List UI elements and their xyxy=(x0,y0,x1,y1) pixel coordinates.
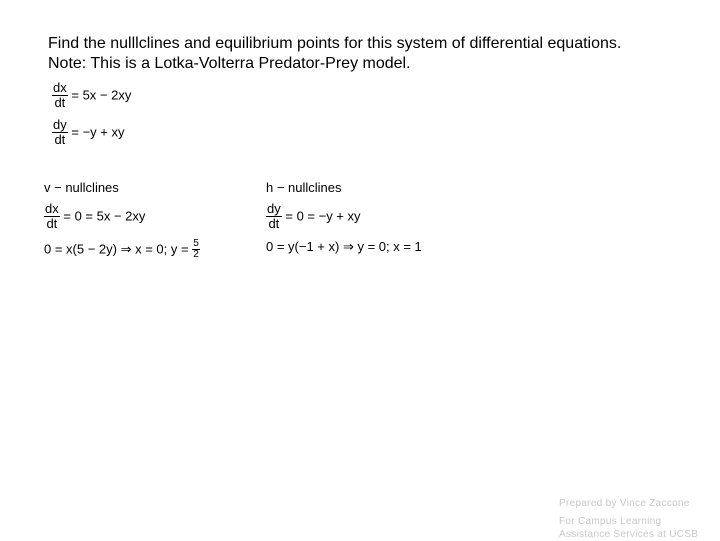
problem-statement xyxy=(48,34,621,74)
credit-line-3: Assistance Services at UCSB xyxy=(559,529,699,540)
fraction-denominator: dt xyxy=(54,132,66,147)
equation-rhs: = −y + xy xyxy=(71,124,125,140)
credit-prepared-by: Prepared by Vince Zaccone xyxy=(559,498,690,509)
heading-line-2: Note: This is a Lotka-Volterra Predator-Prey model. xyxy=(48,55,411,72)
fraction-dy-dt xyxy=(52,118,68,147)
fraction-dx-dt xyxy=(44,202,60,231)
fraction-numerator: dx xyxy=(53,80,67,95)
fraction-denominator: dt xyxy=(46,216,58,231)
fraction-dy-dt xyxy=(266,202,282,231)
fraction-dx-dt xyxy=(52,81,68,110)
h-nullcline-equation xyxy=(266,202,361,231)
fraction-denominator: 2 xyxy=(193,249,199,260)
solution-text: 0 = x(5 − 2y) ⇒ x = 0; y = xyxy=(44,241,193,257)
h-nullcline-solution xyxy=(266,240,422,254)
credit-line-2: For Campus Learning xyxy=(559,516,662,527)
fraction-five-halves xyxy=(192,239,200,260)
equation-rhs: = 0 = −y + xy xyxy=(285,208,361,224)
v-nullcline-solution xyxy=(44,239,200,260)
fraction-numerator: dy xyxy=(53,117,67,132)
equation-dy-dt xyxy=(52,118,124,147)
v-nullclines-title: v − nullclines xyxy=(44,180,119,195)
equation-dx-dt xyxy=(52,81,131,110)
heading-line-1: Find the nulllclines and equilibrium points for this system of differential equations. xyxy=(48,35,622,52)
solution-text: 0 = y(−1 + x) ⇒ y = 0; x = 1 xyxy=(266,239,422,254)
equation-rhs: = 5x − 2xy xyxy=(71,87,132,103)
fraction-numerator: 5 xyxy=(193,238,199,249)
fraction-denominator: dt xyxy=(268,216,280,231)
equation-rhs: = 0 = 5x − 2xy xyxy=(63,208,146,224)
h-nullclines-title: h − nullclines xyxy=(266,180,342,195)
fraction-numerator: dy xyxy=(267,201,281,216)
fraction-numerator: dx xyxy=(45,201,59,216)
v-nullcline-equation xyxy=(44,202,145,231)
fraction-denominator: dt xyxy=(54,95,66,110)
